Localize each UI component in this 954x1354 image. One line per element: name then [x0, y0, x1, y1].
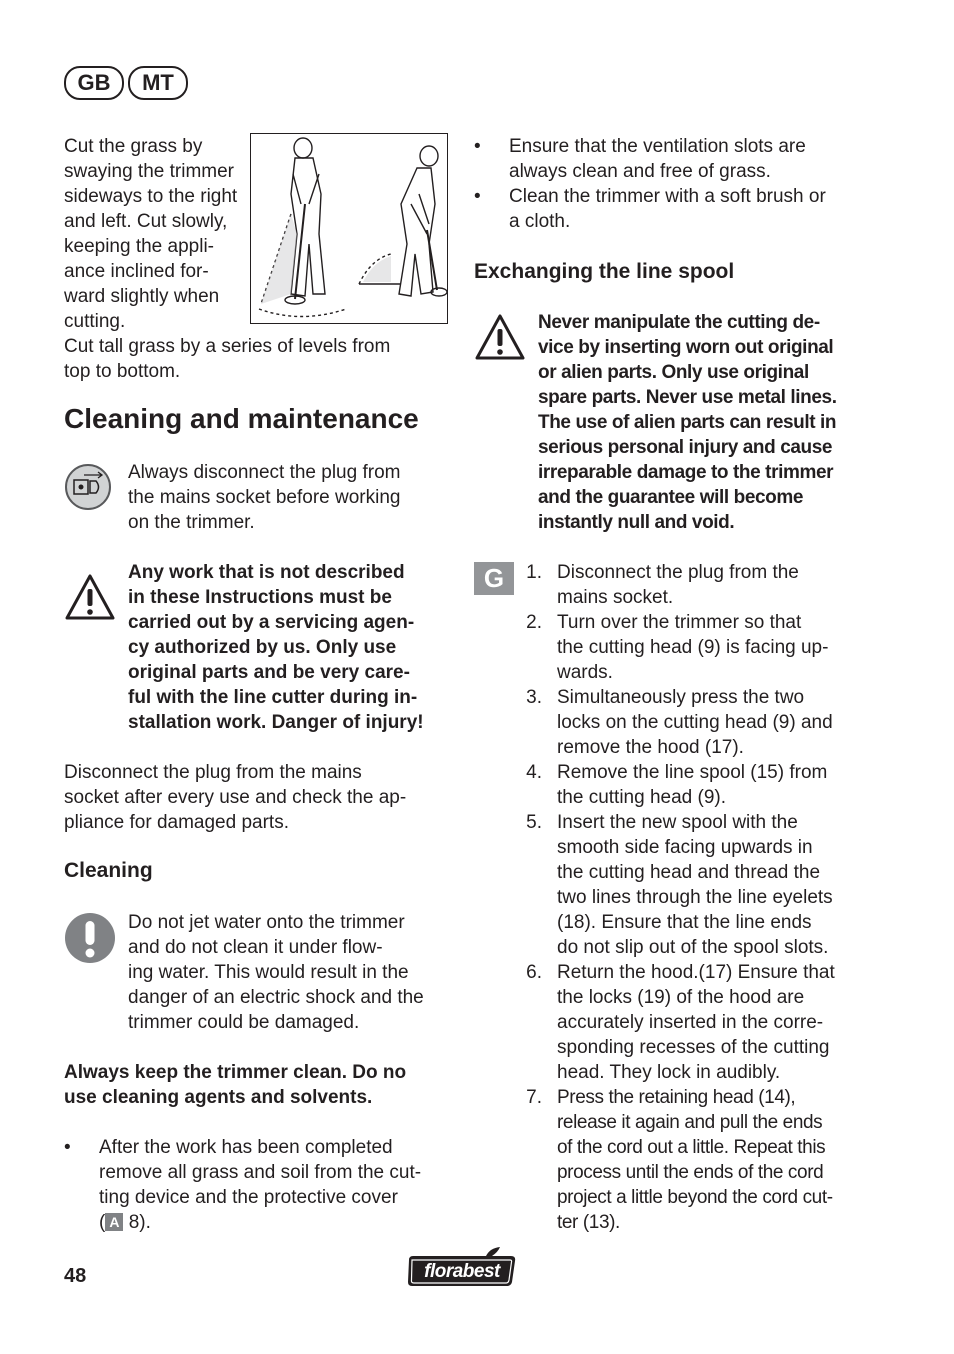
- bullet-after-work: After the work has been completed remove all grass and soil from the cut- ting device and the protective cover ( A 8).: [99, 1137, 422, 1233]
- bullet-ventilation: Ensure that the ventilation slots are always clean and free of grass.: [509, 136, 806, 182]
- warning-triangle-icon: [64, 573, 116, 621]
- spool-warning-text: Never manipulate the cutting de- vice by inserting worn out original or alien parts. Only use original spare parts. Never use metal lines. The use of alien parts can result in serious personal injury and cause irreparable damage to the trimmer and the guarantee will become instantly null and void.: [538, 312, 837, 533]
- plug-note: Always disconnect the plug from the mains socket before working on the trimmer.: [128, 462, 401, 533]
- water-note: Do not jet water onto the trimmer and do not clean it under flow- ing water. This would result in the danger of an electric shock and the trimmer could be damaged.: [128, 912, 424, 1033]
- bullet-soft-brush: Clean the trimmer with a soft brush or a cloth.: [509, 186, 826, 232]
- brand-logo: florabest: [406, 1246, 518, 1288]
- disconnect-paragraph: Disconnect the plug from the mains socket after every use and check the ap- pliance for damaged parts.: [64, 762, 407, 833]
- lang-badge-gb: GB: [64, 66, 124, 100]
- exclamation-circle-icon: [64, 912, 116, 964]
- lang-badge-mt: MT: [128, 66, 188, 100]
- warning-triangle-icon: [474, 313, 526, 361]
- intro-text: Cut the grass by swaying the trimmer sideways to the right and left. Cut slowly, keeping the appli- ance inclined for- ward slightly when cutting. Cut tall grass by a series of levels from top to bottom.: [64, 136, 391, 382]
- bullet-marker: •: [64, 1137, 71, 1158]
- bullet-marker: •: [474, 136, 481, 157]
- subsection-title-cleaning: Cleaning: [64, 859, 153, 882]
- figure-g-ref: G: [474, 562, 514, 595]
- person-trimming-illustration: [250, 133, 448, 324]
- section-title-cleaning-maintenance: Cleaning and maintenance: [64, 403, 419, 434]
- page-number: 48: [64, 1265, 87, 1287]
- keep-clean-note: Always keep the trimmer clean. Do no use cleaning agents and solvents.: [64, 1062, 407, 1108]
- warning-text: Any work that is not described in these Instructions must be carried out by a servicing agen- cy authorized by us. Only use original parts and be very care- ful with the line cutter during in- stallation work. Danger of injury!: [128, 562, 424, 733]
- subsection-title-exchanging-spool: Exchanging the line spool: [474, 260, 735, 283]
- figure-a-ref: A: [105, 1213, 123, 1231]
- unplug-icon: [64, 463, 112, 511]
- bullet-marker: •: [474, 186, 481, 207]
